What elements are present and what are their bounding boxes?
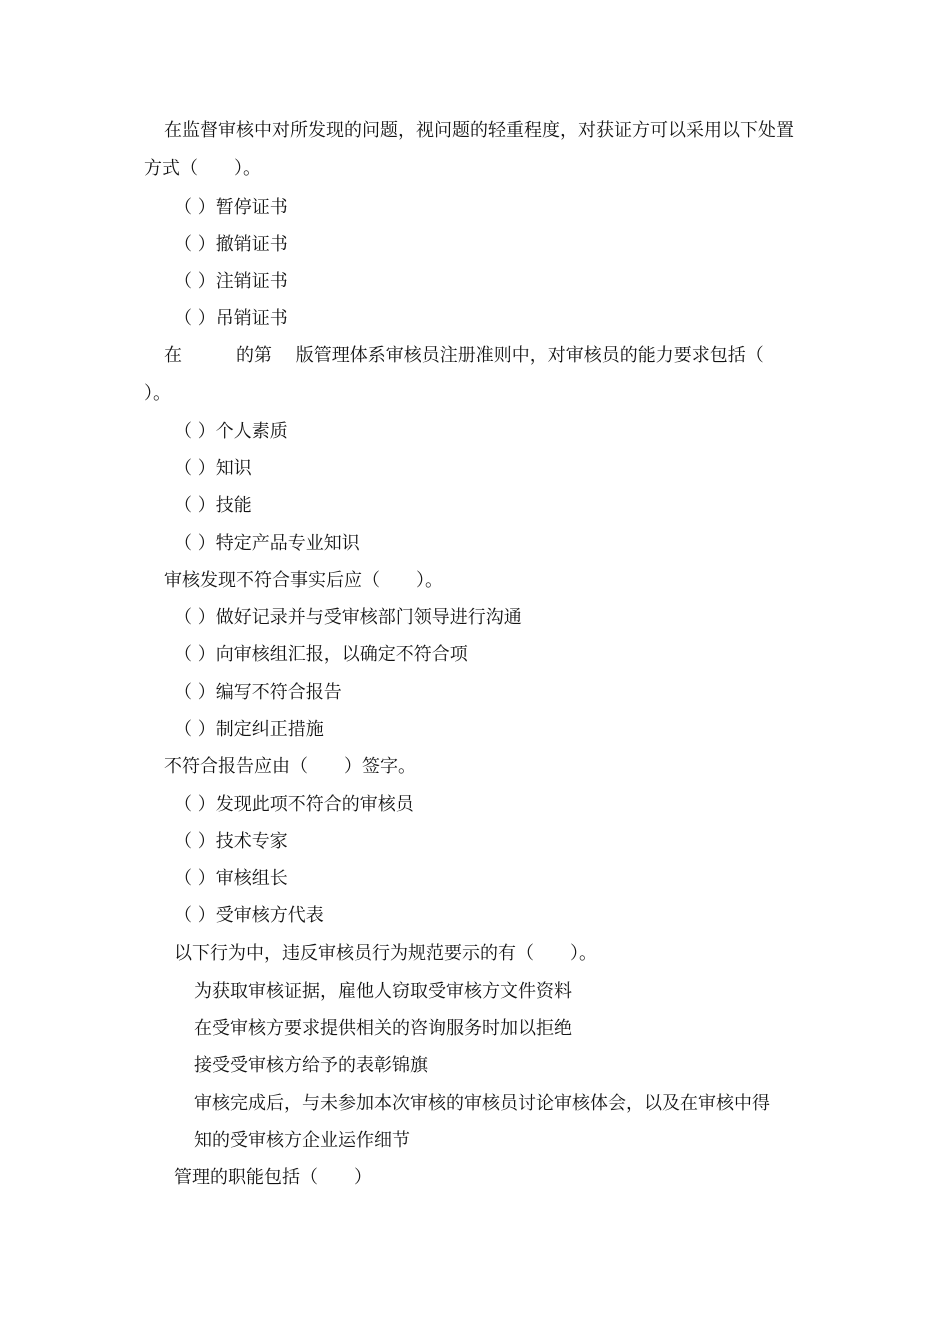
question-5-option-d-continued: 知的受审核方企业运作细节 (194, 1130, 410, 1151)
question-3-option-c: （ ）编写不符合报告 (174, 682, 342, 703)
question-5-option-c: 接受受审核方给予的表彰锦旗 (194, 1055, 428, 1076)
question-4-option-b: （ ）技术专家 (174, 831, 288, 852)
question-6-stem: 管理的职能包括（ ） (174, 1167, 372, 1188)
question-5-option-a: 为获取审核证据，雇他人窃取受审核方文件资料 (194, 981, 572, 1002)
question-3-option-b: （ ）向审核组汇报，以确定不符合项 (174, 644, 468, 665)
question-3-option-d: （ ）制定纠正措施 (174, 719, 324, 740)
question-5-option-d: 审核完成后，与未参加本次审核的审核员讨论审核体会，以及在审核中得 (194, 1093, 770, 1114)
question-4-option-a: （ ）发现此项不符合的审核员 (174, 794, 414, 815)
question-3-option-a: （ ）做好记录并与受审核部门领导进行沟通 (174, 607, 522, 628)
question-5-stem: 以下行为中，违反审核员行为规范要示的有（ ）。 (174, 943, 597, 964)
question-1-option-d: （ ）吊销证书 (174, 308, 288, 329)
question-2-option-b: （ ）知识 (174, 458, 252, 479)
question-4-option-d: （ ）受审核方代表 (174, 905, 324, 926)
question-2-option-c: （ ）技能 (174, 495, 252, 516)
question-1-option-b: （ ）撤销证书 (174, 234, 288, 255)
question-2-stem: 在 的第 版管理体系审核员注册准则中，对审核员的能力要求包括（ ）。 (144, 345, 800, 404)
question-3-stem: 审核发现不符合事实后应（ ）。 (164, 570, 443, 591)
question-1-stem: 在监督审核中对所发现的问题，视问题的轻重程度，对获证方可以采用以下处置方式（ ）。 (144, 120, 794, 179)
question-1-option-a: （ ）暂停证书 (174, 197, 288, 218)
question-1-option-c: （ ）注销证书 (174, 271, 288, 292)
question-4-option-c: （ ）审核组长 (174, 868, 288, 889)
question-4-stem: 不符合报告应由（ ）签字。 (164, 756, 416, 777)
question-2-option-a: （ ）个人素质 (174, 421, 288, 442)
question-5-option-b: 在受审核方要求提供相关的咨询服务时加以拒绝 (194, 1018, 572, 1039)
question-2-option-d: （ ）特定产品专业知识 (174, 533, 360, 554)
